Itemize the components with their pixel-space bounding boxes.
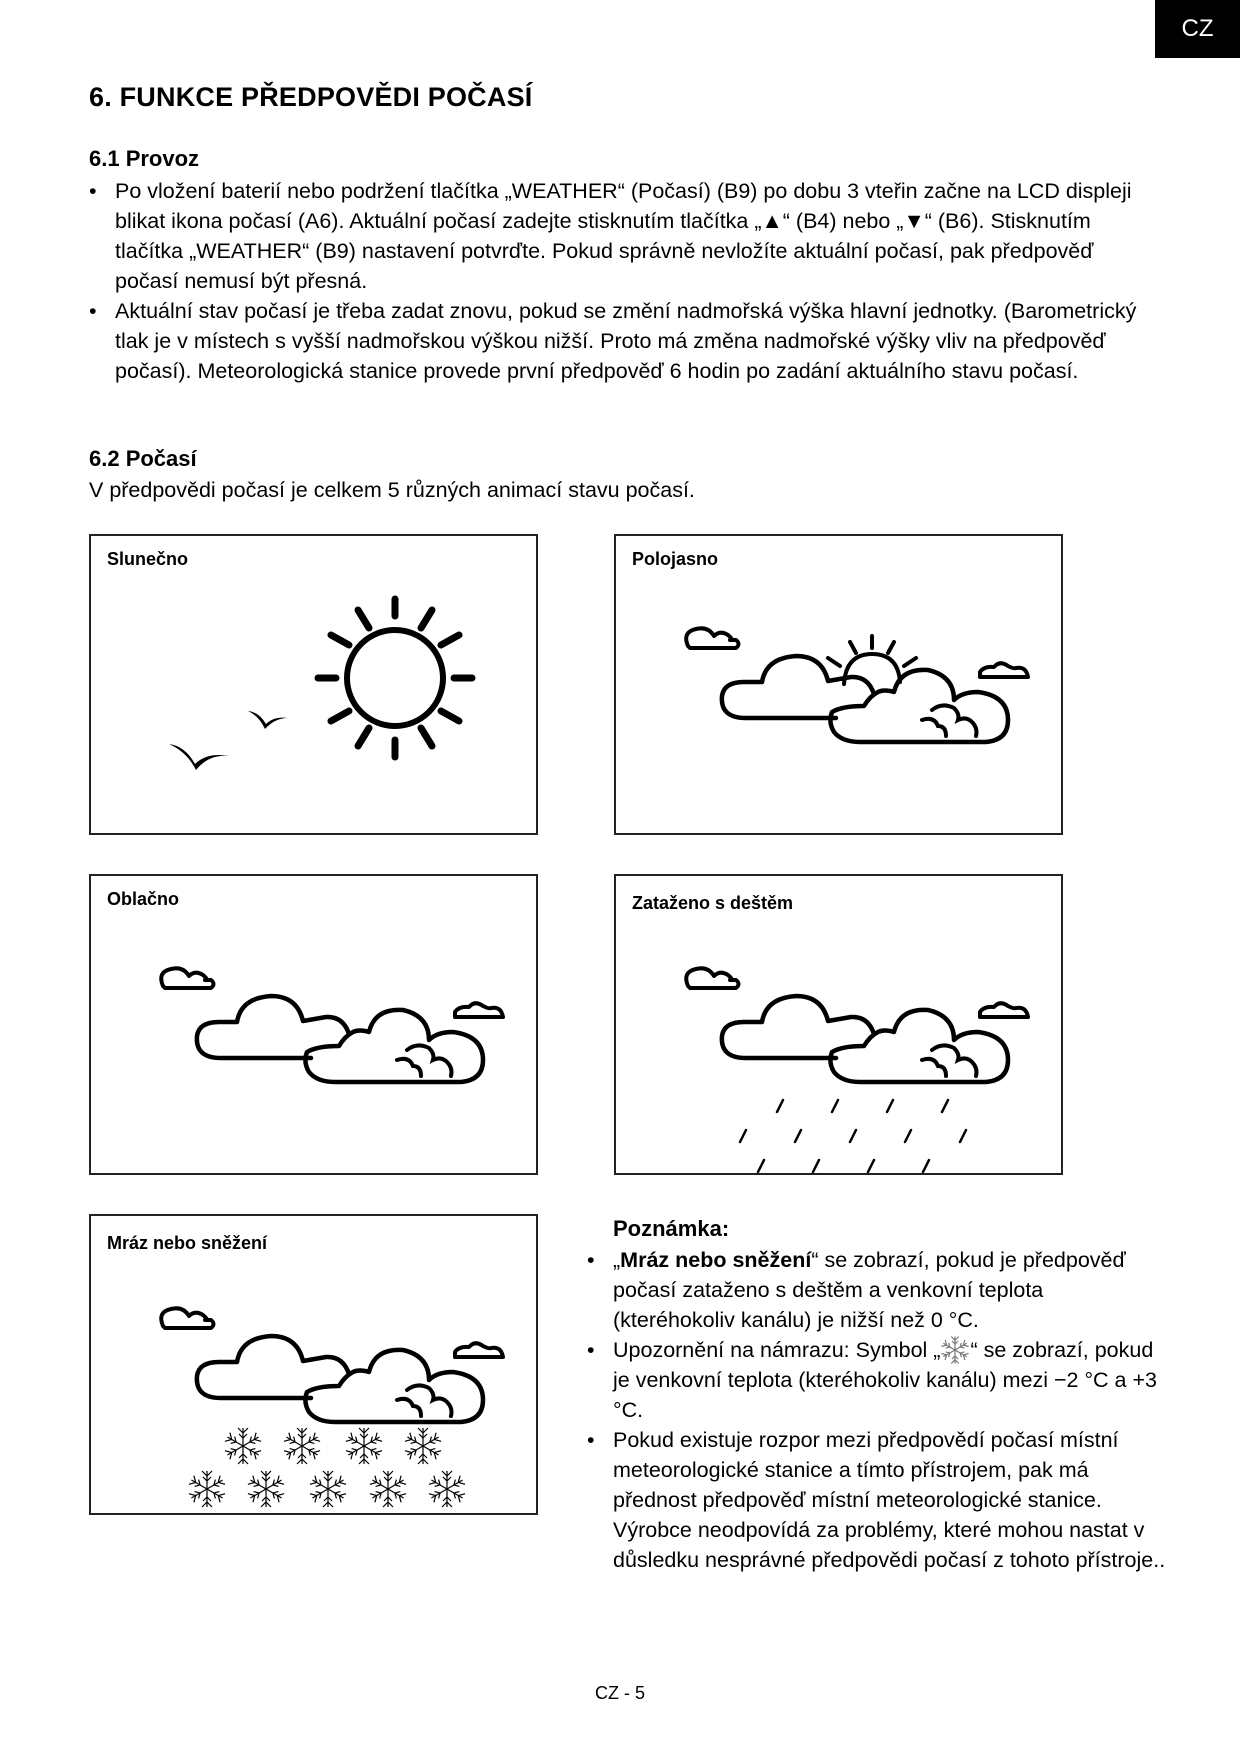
panel-rain: [614, 874, 1063, 1175]
section-title: 6. FUNKCE PŘEDPOVĚDI POČASÍ: [89, 82, 533, 112]
panel-label: Zataženo s deštěm: [632, 893, 794, 913]
panel-label: Polojasno: [632, 549, 719, 569]
weather-intro: V předpovědi počasí je celkem 5 různých animací stavu počasí.: [89, 478, 695, 502]
note-bullets: [587, 1245, 1167, 1575]
note-item: • Pokud existuje rozpor mezi předpovědí počasí místní meteorologické stanice a tímto přístrojem, pak má přednost předpověď místní meteorologické stanice. Výrobce neodpovídá za problémy, které mohou nastat v důsledku nesprávné předpovědi počasí z tohoto přístroje..: [587, 1425, 1167, 1575]
note-title: Poznámka:: [613, 1216, 730, 1241]
bullet-item: • Aktuální stav počasí je třeba zadat znovu, pokud se změní nadmořská výška hlavní jednotky. (Barometrický tlak je v místech s vyšší nadmořskou výškou nižší. Proto má změna nadmořské výšky vliv na předpověď počasí). Meteorologická stanice provede první předpověď 6 hodin po zadání aktuálního stavu počasí.: [89, 296, 1149, 386]
subsection-title-weather: 6.2 Počasí: [89, 446, 197, 471]
page-number: CZ - 5: [594, 1683, 645, 1703]
subsection-title-operation: 6.1 Provoz: [89, 146, 200, 171]
panel-label: Mráz nebo sněžení: [107, 1233, 268, 1253]
panel-snow: [89, 1214, 538, 1515]
panel-sunny: [89, 534, 538, 835]
sun-with-birds-icon: [91, 536, 540, 837]
partly-cloudy-icon: [616, 536, 1065, 837]
bullet-item: • Po vložení baterií nebo podržení tlačítka „WEATHER“ (Počasí) (B9) po dobu 3 vteřin začne na LCD displeji blikat ikona počasí (A6). Aktuální počasí zadejte stisknutím tlačítka „▲“ (B4) nebo „▼“ (B6). Stisknutím tlačítka „WEATHER“ (B9) nastavení potvrďte. Pokud správně nevložíte aktuální počasí, pak předpověď počasí nemusí být přesná.: [89, 176, 1149, 296]
panel-cloudy: [89, 874, 538, 1175]
panel-label: Oblačno: [107, 889, 180, 909]
frost-warning-snowflake-icon: [940, 1335, 970, 1365]
cloudy-icon: [91, 876, 540, 1177]
snow-icon: [91, 1216, 540, 1517]
language-tab: CZ: [1155, 0, 1240, 58]
note-item: • Upozornění na námrazu: Symbol „ “ se zobrazí, pokud je venkovní teplota (kteréhokoliv kanálu) mezi −2 °C a +3 °C.: [587, 1335, 1167, 1425]
panel-label: Slunečno: [107, 549, 189, 569]
rain-icon: [616, 876, 1065, 1177]
panel-partly-cloudy: [614, 534, 1063, 835]
note-item: • „Mráz nebo sněžení“ se zobrazí, pokud je předpověď počasí zataženo s deštěm a venkovní teplota (kteréhokoliv kanálu) je nižší než 0 °C.: [587, 1245, 1167, 1335]
note-emphasis: Mráz nebo sněžení: [620, 1248, 812, 1272]
operation-bullets: [89, 176, 1149, 386]
